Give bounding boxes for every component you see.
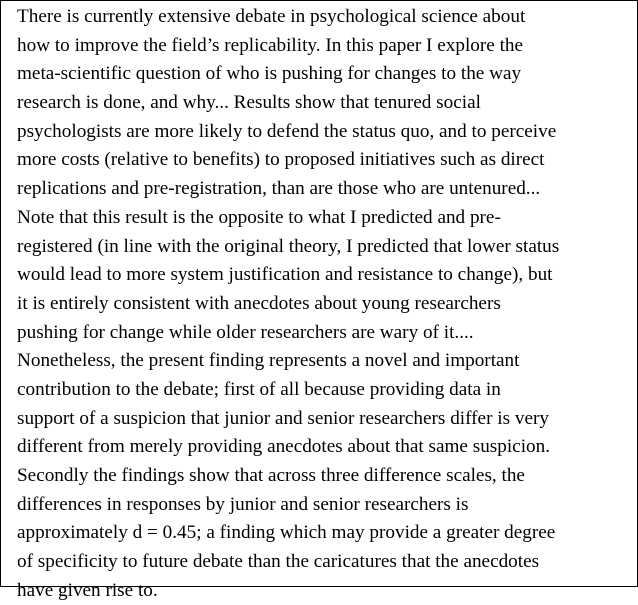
text-line-21: have given rise to.	[17, 579, 158, 601]
text-line-7: replications and pre-registration, than are those who are untenured...	[17, 178, 541, 200]
text-line-20: of specificity to future debate than the caricatures that the anecdotes	[17, 551, 540, 573]
text-line-10: would lead to more system justification and resistance to change), but	[17, 264, 553, 286]
text-line-13: Nonetheless, the present finding represents a novel and important	[17, 350, 520, 372]
text-line-12: pushing for change while older researchers are wary of it....	[17, 321, 474, 343]
text-line-15: support of a suspicion that junior and senior researchers differ is very	[17, 407, 549, 429]
text-line-17: Secondly the findings show that across three difference scales, the	[17, 465, 525, 486]
text-line-5: psychologists are more likely to defend the status quo, and to perceive	[17, 120, 557, 142]
text-line-4: research is done, and why... Results show that tenured social	[17, 92, 481, 114]
text-line-9: registered (in line with the original theory, I predicted that lower status	[17, 235, 560, 257]
text-line-1: There is currently extensive debate in psychological science about	[17, 6, 526, 27]
text-line-8: Note that this result is the opposite to what I predicted and pre-	[17, 206, 501, 228]
text-line-3: meta-scientific question of who is pushing for changes to the way	[17, 63, 522, 85]
text-line-2: how to improve the field’s replicability. In this paper I explore the	[17, 34, 524, 56]
text-line-19: approximately d = 0.45; a finding which may provide a greater degree	[17, 522, 556, 544]
text-line-16: different from merely providing anecdotes about that same suspicion.	[17, 436, 551, 458]
body-paragraph	[17, 3, 633, 605]
text-line-18: differences in responses by junior and senior researchers is	[17, 493, 469, 515]
text-line-6: more costs (relative to benefits) to proposed initiatives such as direct	[17, 149, 545, 171]
text-line-14: contribution to the debate; first of all because providing data in	[17, 378, 501, 400]
text-line-11: it is entirely consistent with anecdotes about young researchers	[17, 292, 501, 314]
